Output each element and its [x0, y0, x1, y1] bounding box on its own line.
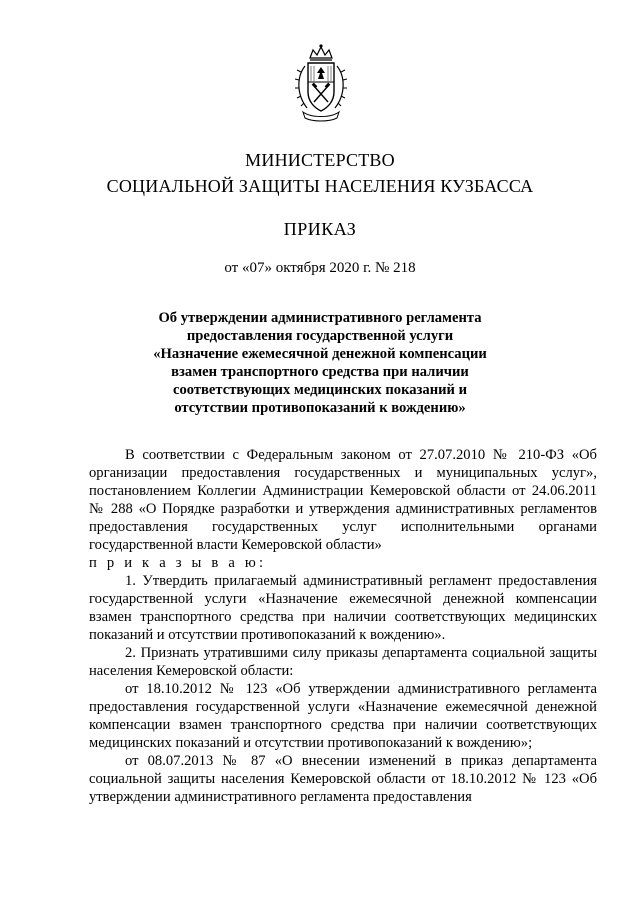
item-2-paragraph: 2. Признать утратившими силу приказы департамента социальной защиты населения Кемеровской области: [89, 645, 597, 679]
title-line: соответствующих медицинских показаний и [172, 382, 468, 398]
order-verb [89, 554, 597, 572]
title-line: «Назначение ежемесячной денежной компенсации [153, 346, 487, 362]
order-date: от «07» октября 2020 г. № 218 [224, 260, 416, 276]
item-2b-paragraph: от 08.07.2013 № 87 «О внесении изменений в приказ департамента социальной защиты населения Кемеровской области от 18.10.2012 № 123 «Об утверждении административного регламента предоставления [89, 753, 597, 805]
document-body [89, 446, 597, 806]
title-line: отсутствии противопоказаний к вождению» [174, 400, 466, 416]
item-1-paragraph: 1. Утвердить прилагаемый административный регламент предоставления государственной услуги «Назначение ежемесячной денежной компенсации взамен транспортного средства при наличии соответствующих медицинских показаний и отсутствии противопоказаний к вождению». [89, 573, 597, 643]
item-2a-paragraph: от 18.10.2012 № 123 «Об утверждении административного регламента предоставления государственной услуги «Назначение ежемесячной денежной компенсации взамен транспортного средства при наличии соответствующих медицинских показаний и отсутствии противопоказаний к вождению»; [89, 681, 597, 751]
title-line: Об утверждении административного регламента [158, 310, 482, 326]
ministry-name-line1: МИНИСТЕРСТВО [245, 150, 395, 170]
order-heading: ПРИКАЗ [283, 219, 357, 239]
document-title [130, 309, 510, 417]
coat-of-arms-icon [293, 42, 349, 124]
order-verb-text: п р и к а з ы в а ю: [89, 555, 267, 571]
title-line: взамен транспортного средства при наличии [171, 364, 469, 380]
title-line: предоставления государственной услуги [186, 328, 454, 344]
intro-paragraph: В соответствии с Федеральным законом от 27.07.2010 № 210-ФЗ «Об организации предоставления государственных и муниципальных услуг», постановлением Коллегии Администрации Кемеровской области от 24.06.2011 № 288 «О Порядке разработки и утверждения административных регламентов предоставления государственных услуг исполнительными органами государственной власти Кемеровской области» [89, 447, 597, 553]
ministry-name-line2: СОЦИАЛЬНОЙ ЗАЩИТЫ НАСЕЛЕНИЯ КУЗБАССА [106, 176, 534, 196]
